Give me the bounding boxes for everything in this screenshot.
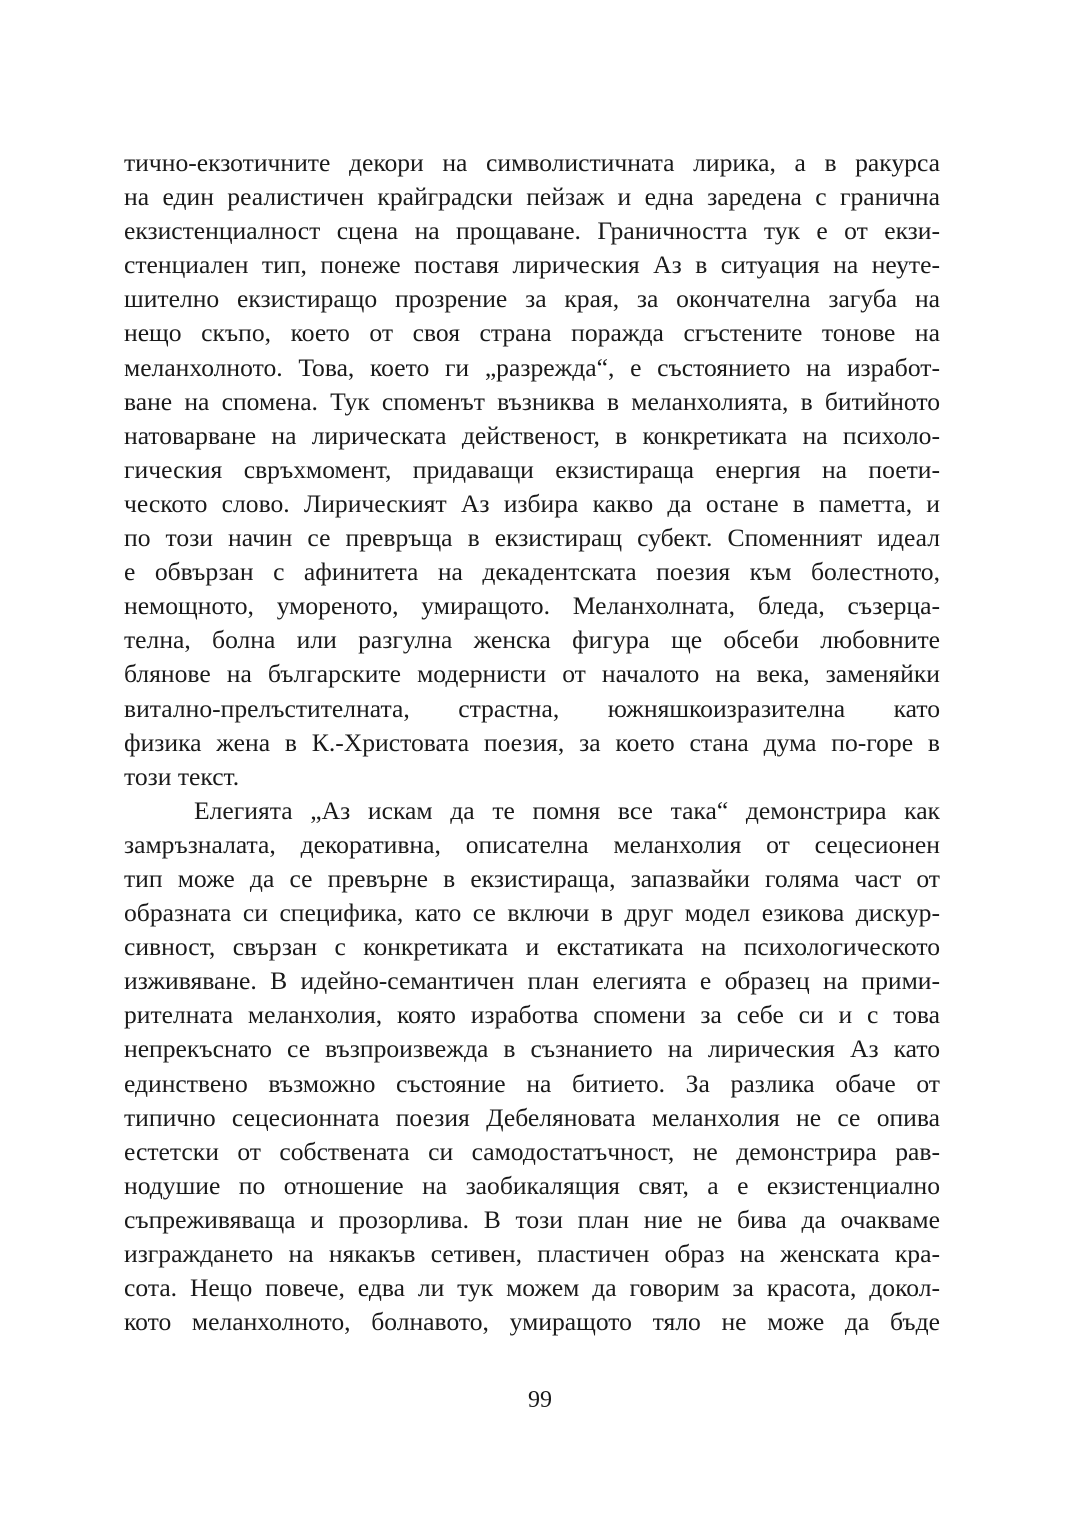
text-line: физика жена в К.-Христовата поезия, за което стана дума по-горе в [124, 727, 940, 757]
body-text [124, 146, 940, 1339]
text-line: е обвързан с афинитета на декадентската поезия към болестното, [124, 557, 940, 587]
text-line: сивност, свързан с конкретиката и екстатиката на психологическото [124, 932, 940, 962]
text-line: меланхолното. Това, което ги „разрежда“, е състоянието на изработ- [124, 352, 940, 382]
text-line: тип може да се превърне в екзистираща, запазвайки голяма част от [124, 863, 940, 893]
text-line: телна, болна или разгулна женска фигура ще обсеби любовните [124, 625, 940, 655]
text-line: сота. Нещо повече, едва ли тук можем да говорим за красота, докол- [124, 1273, 940, 1303]
text-line: блянове на българските модернисти от началото на века, заменяйки [124, 659, 940, 689]
paragraph [124, 146, 940, 794]
text-line: типично сецесионната поезия Дебеляновата меланхолия не се опива [124, 1102, 940, 1132]
text-line: немощното, умореното, умиращото. Меланхолната, бледа, съзерца- [124, 591, 940, 621]
text-line: ческото слово. Лирическият Аз избира какво да остане в паметта, и [124, 488, 940, 518]
text-line: тично-екзотичните декори на символистичната лирика, а в ракурса [124, 148, 940, 177]
text-line: натоварване на лирическата действеност, в конкретиката на психоло- [124, 420, 940, 450]
text-line: естетски от собствената си самодостатъчност, не демонстрира рав- [124, 1136, 940, 1166]
page-number: 99 [528, 1387, 552, 1413]
text-line: замръзналата, декоративна, описателна меланхолия от сецесионен [124, 829, 940, 859]
text-line: изграждането на някакъв сетивен, пластичен образ на женската кра- [124, 1239, 940, 1268]
paragraph [124, 794, 940, 1340]
text-line: Елегията „Аз искам да те помня все така“ демонстрира как [194, 795, 940, 825]
text-line: кото меланхолното, болнавото, умиращото тяло не може да бъде [124, 1307, 940, 1337]
text-line: по този начин се превръща в екзистиращ субект. Споменният идеал [124, 523, 940, 553]
text-line: шително екзистиращо прозрение за края, за окончателна загуба на [124, 284, 940, 314]
text-line: ване на спомена. Тук споменът възниква в меланхолията, в битийното [124, 386, 940, 416]
text-line: екзистенциалност сцена на прощаване. Граничността тук е от екзи- [124, 216, 940, 246]
text-line: нещо скъпо, което от своя страна поражда сгъстените тонове на [124, 318, 940, 348]
text-line: образната си специфика, като се включи в друг модел езикова дискур- [124, 898, 940, 928]
text-line: непрекъснато се възпроизвежда в съзнанието на лирическия Аз като [124, 1034, 940, 1064]
text-line: рителната меланхолия, която изработва спомени за себе си и с това [124, 1000, 940, 1030]
text-line: витално-прелъстителната, страстна, южняшкоизразителна като [124, 693, 940, 723]
text-line: нодушие по отношение на заобикалящия свят, а е екзистенциално [124, 1170, 940, 1200]
text-line: този текст. [124, 761, 240, 791]
text-line: съпреживяваща и прозорлива. В този план ние не бива да очакваме [124, 1204, 940, 1234]
text-line: изживяване. В идейно-семантичен план елегията е образец на прими- [124, 966, 940, 996]
text-line: единствено възможно състояние на битието. За разлика обаче от [124, 1068, 940, 1098]
text-line: стенциален тип, понеже поставя лирическия Аз в ситуация на неуте- [124, 250, 940, 280]
text-line: на един реалистичен крайградски пейзаж и една заредена с гранична [124, 182, 940, 212]
text-line: гическия свръхмомент, придаващи екзистираща енергия на поети- [124, 454, 940, 484]
